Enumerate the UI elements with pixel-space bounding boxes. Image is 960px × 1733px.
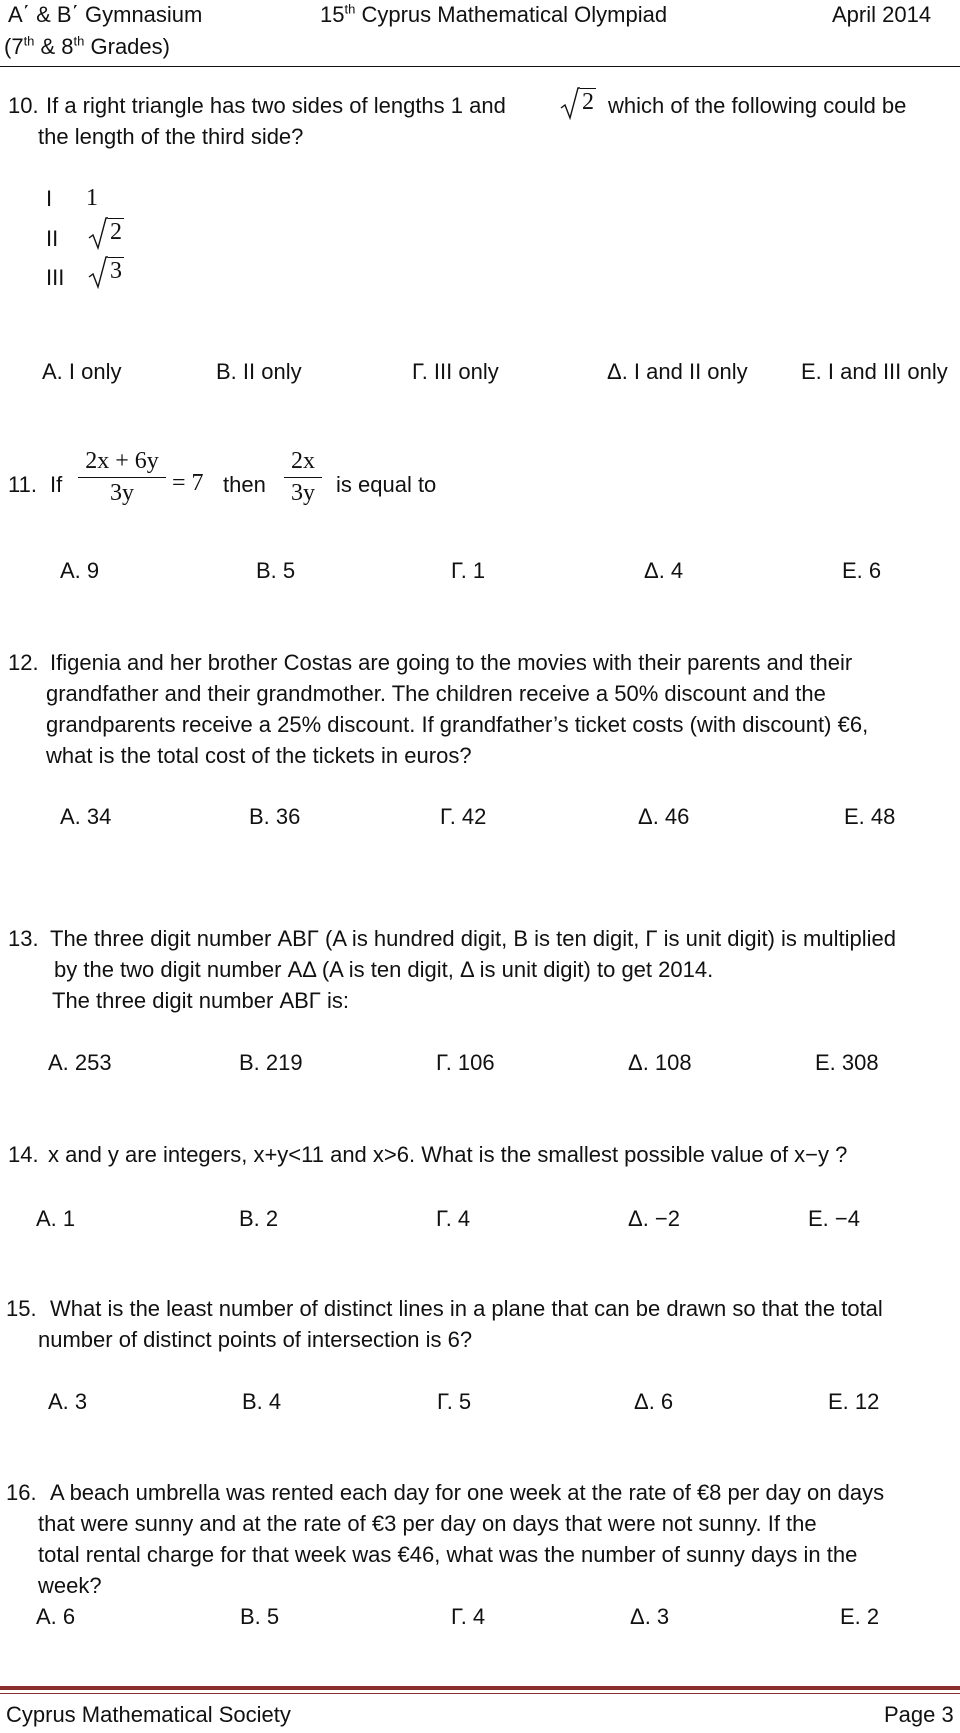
q16-option: Γ. 4: [451, 1604, 486, 1629]
q13-line: by the two digit number ΑΔ (Α is ten digit, Δ is unit digit) to get 2014.: [54, 957, 714, 982]
q14-text: x and y are integers, x+y<11 and x>6. What is the smallest possible value of x−y ?: [48, 1142, 848, 1167]
q12-option: B. 36: [249, 804, 301, 829]
header-left-line1: Α΄ & Β΄ Gymnasium: [8, 2, 203, 27]
q13-option: E. 308: [815, 1050, 879, 1075]
q10-item-value: 3: [88, 255, 124, 289]
header-right: April 2014: [832, 2, 932, 27]
q10-item-value: 2: [88, 216, 124, 250]
q12-option: Γ. 42: [440, 804, 487, 829]
q12-option: E. 48: [844, 804, 896, 829]
header-left-line2: (7th & 8th Grades): [4, 33, 170, 59]
q10-item-value: 1: [86, 185, 98, 211]
q15-option: Γ. 5: [437, 1389, 472, 1414]
q13-number: 13.: [8, 926, 39, 951]
q16-line: week?: [38, 1573, 102, 1598]
q10-number: 10.: [8, 93, 39, 118]
q14-option: B. 2: [239, 1206, 279, 1231]
q10-option: A. I only: [42, 359, 122, 384]
q12-line: grandfather and their grandmother. The children receive a 50% discount and the: [46, 681, 826, 706]
q15-line: What is the least number of distinct lines in a plane that can be drawn so that the total: [50, 1296, 883, 1321]
q11-fraction-1: [78, 448, 166, 507]
q16-option: Δ. 3: [630, 1604, 670, 1629]
q16-option: E. 2: [840, 1604, 880, 1629]
footer-left: Cyprus Mathematical Society: [6, 1702, 291, 1727]
q13-line: The three digit number ΑΒΓ (Α is hundred digit, Β is ten digit, Γ is unit digit) is multiplied: [50, 926, 896, 951]
footer-rule-thin: [0, 1693, 960, 1694]
header-center: 15th Cyprus Mathematical Olympiad: [320, 1, 668, 27]
q10-text-a: If a right triangle has two sides of lengths 1 and: [46, 93, 506, 118]
q16-number: 16.: [6, 1480, 37, 1505]
q10-option: Γ. III only: [412, 359, 499, 384]
q11-fraction-1-denominator: 3y: [110, 480, 134, 506]
q16-option: A. 6: [36, 1604, 76, 1629]
q12-number: 12.: [8, 650, 39, 675]
q11-tail: is equal to: [336, 472, 437, 497]
q14-option: Γ. 4: [436, 1206, 471, 1231]
q12-line: Ifigenia and her brother Costas are going to the movies with their parents and their: [50, 650, 853, 675]
q16-option: B. 5: [240, 1604, 280, 1629]
q14-option: E. −4: [808, 1206, 860, 1231]
q11-option: Γ. 1: [451, 558, 486, 583]
q11-if: If: [50, 472, 63, 497]
q11-fraction-1-numerator: 2x + 6y: [85, 448, 159, 474]
q13-option: B. 219: [239, 1050, 303, 1075]
q10-text-c: the length of the third side?: [38, 124, 304, 149]
q11-number: 11.: [8, 472, 37, 497]
q12-line: grandparents receive a 25% discount. If grandfather’s ticket costs (with discount) €6,: [46, 712, 869, 737]
q14-number: 14.: [8, 1142, 39, 1167]
q10-text-b: which of the following could be: [608, 93, 907, 118]
q12-line: what is the total cost of the tickets in euros?: [46, 743, 472, 768]
q12-option: A. 34: [60, 804, 112, 829]
q11-option: Δ. 4: [644, 558, 684, 583]
q13-option: Γ. 106: [436, 1050, 495, 1075]
q11-fraction-2: [284, 448, 322, 507]
q10-item-roman: II: [46, 226, 59, 251]
q15-option: B. 4: [242, 1389, 282, 1414]
q16-line: total rental charge for that week was €46, what was the number of sunny days in the: [38, 1542, 858, 1567]
q15-option: Δ. 6: [634, 1389, 674, 1414]
header-divider: [0, 66, 960, 67]
q11-fraction-2-numerator: 2x: [291, 448, 315, 474]
q15-number: 15.: [6, 1296, 37, 1321]
footer-rule-thick: [0, 1686, 960, 1690]
q14-option: A. 1: [36, 1206, 76, 1231]
q11-fraction-2-denominator: 3y: [291, 480, 315, 506]
q16-line: A beach umbrella was rented each day for one week at the rate of €8 per day on days: [50, 1480, 885, 1505]
q11-fraction-2-bar: [284, 477, 322, 478]
footer-right: Page 3: [884, 1702, 954, 1727]
q12-option: Δ. 46: [638, 804, 690, 829]
q16-line: that were sunny and at the rate of €3 per day on days that were not sunny. If the: [38, 1511, 817, 1536]
q11-then: then: [223, 472, 266, 497]
q10-item-roman: I: [46, 186, 53, 211]
q15-line: number of distinct points of intersection is 6?: [38, 1327, 473, 1352]
q11-option: A. 9: [60, 558, 100, 583]
q15-option: A. 3: [48, 1389, 88, 1414]
q11-fraction-1-bar: [78, 477, 166, 478]
q13-option: A. 253: [48, 1050, 112, 1075]
q15-option: E. 12: [828, 1389, 880, 1414]
q10-sqrt: 2: [560, 86, 596, 120]
q11-option: E. 6: [842, 558, 882, 583]
q11-equals: = 7: [172, 470, 204, 496]
q11-option: B. 5: [256, 558, 296, 583]
q13-line: The three digit number ΑΒΓ is:: [52, 988, 350, 1013]
q13-option: Δ. 108: [628, 1050, 692, 1075]
q10-item-roman: III: [46, 265, 65, 290]
q10-option: B. II only: [216, 359, 302, 384]
q10-option: E. I and III only: [801, 359, 948, 384]
q14-option: Δ. −2: [628, 1206, 681, 1231]
q10-option: Δ. I and II only: [607, 359, 748, 384]
